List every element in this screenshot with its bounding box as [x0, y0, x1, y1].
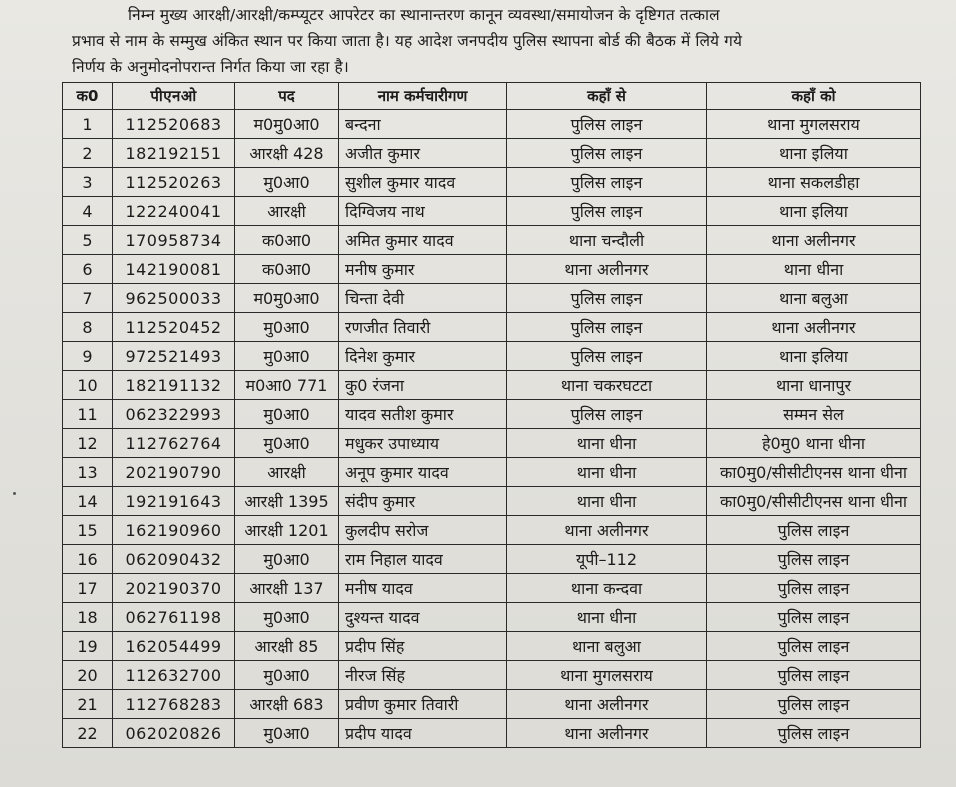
cell-to: पुलिस लाइन: [707, 661, 921, 690]
cell-rank: आरक्षी 428: [235, 139, 339, 168]
cell-pno: 112520263: [113, 168, 235, 197]
intro-paragraph: [72, 2, 922, 80]
cell-to: थाना सकलडीहा: [707, 168, 921, 197]
cell-pno: 142190081: [113, 255, 235, 284]
cell-serial: 13: [63, 458, 113, 487]
cell-serial: 16: [63, 545, 113, 574]
cell-pno: 112520683: [113, 110, 235, 139]
cell-from: पुलिस लाइन: [507, 139, 707, 168]
table-row: [63, 284, 921, 313]
cell-from: थाना अलीनगर: [507, 690, 707, 719]
cell-serial: 2: [63, 139, 113, 168]
header-to: कहाँ को: [707, 83, 921, 110]
cell-to: थाना बलुआ: [707, 284, 921, 313]
cell-rank: आरक्षी 85: [235, 632, 339, 661]
cell-from: पुलिस लाइन: [507, 342, 707, 371]
cell-from: पुलिस लाइन: [507, 168, 707, 197]
cell-serial: 14: [63, 487, 113, 516]
table-row: [63, 603, 921, 632]
cell-pno: 162054499: [113, 632, 235, 661]
cell-name: मनीष कुमार: [339, 255, 507, 284]
cell-to: थाना धीना: [707, 255, 921, 284]
cell-to: का0मु0/सीसीटीएनस थाना धीना: [707, 487, 921, 516]
cell-from: पुलिस लाइन: [507, 110, 707, 139]
header-serial: क0: [63, 83, 113, 110]
cell-rank: क0आ0: [235, 226, 339, 255]
header-rank: पद: [235, 83, 339, 110]
cell-rank: क0आ0: [235, 255, 339, 284]
cell-name: दुश्यन्त यादव: [339, 603, 507, 632]
cell-pno: 112762764: [113, 429, 235, 458]
cell-name: दिनेश कुमार: [339, 342, 507, 371]
cell-serial: 3: [63, 168, 113, 197]
cell-to: पुलिस लाइन: [707, 545, 921, 574]
cell-serial: 19: [63, 632, 113, 661]
table-row: [63, 487, 921, 516]
cell-name: प्रवीण कुमार तिवारी: [339, 690, 507, 719]
cell-serial: 10: [63, 371, 113, 400]
cell-rank: म0मु0आ0: [235, 284, 339, 313]
cell-to: थाना अलीनगर: [707, 313, 921, 342]
cell-serial: 8: [63, 313, 113, 342]
table-row: [63, 661, 921, 690]
table-row: [63, 342, 921, 371]
table-row: [63, 400, 921, 429]
table-row: [63, 719, 921, 748]
cell-rank: मु0आ0: [235, 342, 339, 371]
cell-from: थाना धीना: [507, 487, 707, 516]
cell-name: प्रदीप यादव: [339, 719, 507, 748]
cell-serial: 17: [63, 574, 113, 603]
cell-from: थाना चन्दौली: [507, 226, 707, 255]
cell-from: पुलिस लाइन: [507, 400, 707, 429]
margin-mark: [13, 492, 16, 495]
table-row: [63, 226, 921, 255]
cell-pno: 062322993: [113, 400, 235, 429]
cell-to: पुलिस लाइन: [707, 632, 921, 661]
table-row: [63, 458, 921, 487]
cell-from: थाना धीना: [507, 429, 707, 458]
cell-from: थाना बलुआ: [507, 632, 707, 661]
cell-name: रणजीत तिवारी: [339, 313, 507, 342]
cell-to: पुलिस लाइन: [707, 574, 921, 603]
cell-name: चिन्ता देवी: [339, 284, 507, 313]
table-row: [63, 574, 921, 603]
intro-line-3: निर्णय के अनुमोदनोपरान्त निर्गत किया जा रहा है।: [72, 58, 349, 76]
intro-line-1: निम्न मुख्य आरक्षी/आरक्षी/कम्प्यूटर आपरेटर का स्थानान्तरण कानून व्यवस्था/समायोजन के दृष्टिगत तत्काल: [128, 6, 720, 24]
intro-line-2: प्रभाव से नाम के सम्मुख अंकित स्थान पर किया जाता है। यह आदेश जनपदीय पुलिस स्थापना बोर्ड की बैठक में लिये गये: [72, 32, 743, 50]
cell-pno: 182192151: [113, 139, 235, 168]
cell-from: थाना अलीनगर: [507, 255, 707, 284]
cell-serial: 1: [63, 110, 113, 139]
cell-rank: मु0आ0: [235, 545, 339, 574]
cell-to: का0मु0/सीसीटीएनस थाना धीना: [707, 458, 921, 487]
cell-serial: 9: [63, 342, 113, 371]
cell-rank: आरक्षी 683: [235, 690, 339, 719]
cell-name: नीरज सिंह: [339, 661, 507, 690]
cell-serial: 20: [63, 661, 113, 690]
cell-rank: म0आ0 771: [235, 371, 339, 400]
cell-from: पुलिस लाइन: [507, 197, 707, 226]
table-row: [63, 110, 921, 139]
cell-to: थाना इलिया: [707, 139, 921, 168]
cell-to: सम्मन सेल: [707, 400, 921, 429]
cell-name: प्रदीप सिंह: [339, 632, 507, 661]
cell-rank: मु0आ0: [235, 168, 339, 197]
cell-pno: 112768283: [113, 690, 235, 719]
cell-pno: 062761198: [113, 603, 235, 632]
table-header-row: [63, 83, 921, 110]
table-row: [63, 255, 921, 284]
cell-to: थाना अलीनगर: [707, 226, 921, 255]
cell-from: थाना कन्दवा: [507, 574, 707, 603]
cell-pno: 162190960: [113, 516, 235, 545]
cell-from: यूपी–112: [507, 545, 707, 574]
cell-name: राम निहाल यादव: [339, 545, 507, 574]
header-pno: पीएनओ: [113, 83, 235, 110]
cell-rank: म0मु0आ0: [235, 110, 339, 139]
header-name: नाम कर्मचारीगण: [339, 83, 507, 110]
cell-rank: आरक्षी: [235, 197, 339, 226]
cell-serial: 12: [63, 429, 113, 458]
cell-serial: 5: [63, 226, 113, 255]
cell-to: थाना धानापुर: [707, 371, 921, 400]
cell-rank: आरक्षी 1395: [235, 487, 339, 516]
cell-name: यादव सतीश कुमार: [339, 400, 507, 429]
table-row: [63, 139, 921, 168]
cell-name: अनूप कुमार यादव: [339, 458, 507, 487]
cell-from: थाना चकरघटटा: [507, 371, 707, 400]
table-row: [63, 690, 921, 719]
cell-from: थाना अलीनगर: [507, 516, 707, 545]
cell-name: मधुकर उपाध्याय: [339, 429, 507, 458]
cell-serial: 6: [63, 255, 113, 284]
cell-to: हे0मु0 थाना धीना: [707, 429, 921, 458]
cell-to: पुलिस लाइन: [707, 603, 921, 632]
cell-name: संदीप कुमार: [339, 487, 507, 516]
cell-name: दिग्विजय नाथ: [339, 197, 507, 226]
table-row: [63, 313, 921, 342]
cell-pno: 202190370: [113, 574, 235, 603]
cell-from: पुलिस लाइन: [507, 284, 707, 313]
cell-name: सुशील कुमार यादव: [339, 168, 507, 197]
cell-rank: मु0आ0: [235, 661, 339, 690]
cell-to: पुलिस लाइन: [707, 516, 921, 545]
cell-name: अजीत कुमार: [339, 139, 507, 168]
cell-rank: मु0आ0: [235, 719, 339, 748]
transfer-table: [62, 82, 921, 748]
cell-rank: मु0आ0: [235, 313, 339, 342]
cell-rank: आरक्षी 137: [235, 574, 339, 603]
cell-rank: आरक्षी: [235, 458, 339, 487]
cell-pno: 062090432: [113, 545, 235, 574]
cell-from: थाना धीना: [507, 458, 707, 487]
table-body: [63, 110, 921, 748]
cell-serial: 7: [63, 284, 113, 313]
table-row: [63, 168, 921, 197]
table-row: [63, 545, 921, 574]
cell-pno: 972521493: [113, 342, 235, 371]
header-from: कहाँ से: [507, 83, 707, 110]
cell-name: बन्दना: [339, 110, 507, 139]
cell-pno: 192191643: [113, 487, 235, 516]
cell-pno: 062020826: [113, 719, 235, 748]
cell-pno: 962500033: [113, 284, 235, 313]
cell-serial: 15: [63, 516, 113, 545]
cell-serial: 18: [63, 603, 113, 632]
table-row: [63, 197, 921, 226]
cell-serial: 4: [63, 197, 113, 226]
cell-rank: मु0आ0: [235, 400, 339, 429]
cell-rank: मु0आ0: [235, 603, 339, 632]
cell-from: थाना अलीनगर: [507, 719, 707, 748]
cell-from: थाना धीना: [507, 603, 707, 632]
cell-to: पुलिस लाइन: [707, 690, 921, 719]
table-row: [63, 516, 921, 545]
cell-to: थाना इलिया: [707, 197, 921, 226]
cell-rank: मु0आ0: [235, 429, 339, 458]
table-row: [63, 371, 921, 400]
cell-pno: 122240041: [113, 197, 235, 226]
cell-pno: 112632700: [113, 661, 235, 690]
cell-to: थाना मुगलसराय: [707, 110, 921, 139]
cell-to: थाना इलिया: [707, 342, 921, 371]
cell-pno: 202190790: [113, 458, 235, 487]
cell-rank: आरक्षी 1201: [235, 516, 339, 545]
cell-to: पुलिस लाइन: [707, 719, 921, 748]
cell-from: पुलिस लाइन: [507, 313, 707, 342]
cell-pno: 182191132: [113, 371, 235, 400]
table-row: [63, 429, 921, 458]
cell-from: थाना मुगलसराय: [507, 661, 707, 690]
cell-name: अमित कुमार यादव: [339, 226, 507, 255]
cell-serial: 11: [63, 400, 113, 429]
cell-pno: 170958734: [113, 226, 235, 255]
cell-serial: 22: [63, 719, 113, 748]
table-row: [63, 632, 921, 661]
cell-name: कु0 रंजना: [339, 371, 507, 400]
cell-serial: 21: [63, 690, 113, 719]
cell-pno: 112520452: [113, 313, 235, 342]
cell-name: कुलदीप सरोज: [339, 516, 507, 545]
cell-name: मनीष यादव: [339, 574, 507, 603]
